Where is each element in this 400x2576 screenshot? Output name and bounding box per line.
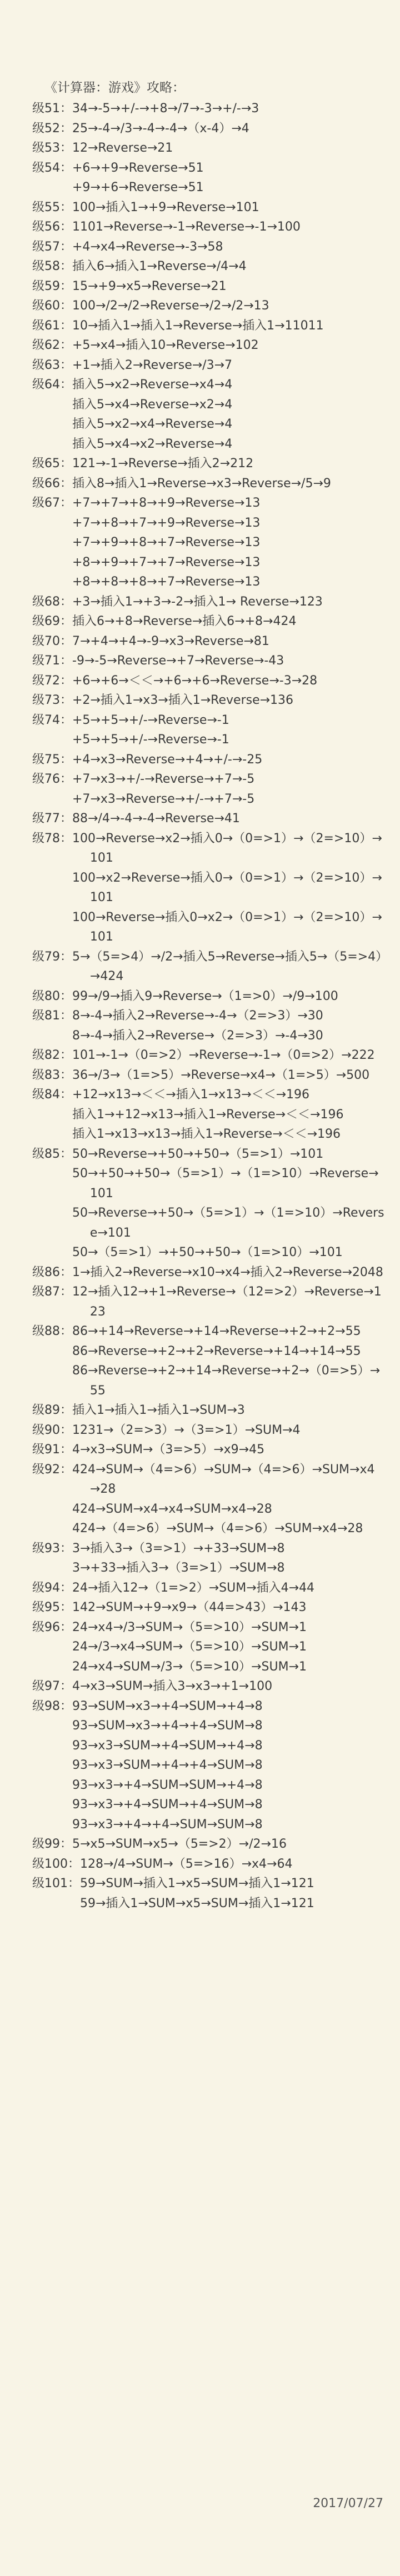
solution-line: 插入1→插入1→插入1→SUM→3 [72,1403,245,1417]
solution-line: 100→x2→Reverse→插入0→（0=>1）→（2=>10）→101 [72,871,382,904]
level-label: 级73： [32,693,72,707]
solution-line: +1→插入2→Reverse→/3→7 [72,358,232,372]
level-label: 级52： [32,121,72,136]
level-solutions [72,769,384,809]
level-entry [32,1874,384,1913]
level-label: 级58： [32,259,72,273]
level-label: 级66： [32,476,72,491]
level-solutions [72,1066,384,1086]
level-entry [32,1006,384,1046]
level-label: 级87： [32,1285,72,1299]
level-entry [32,1578,384,1598]
level-entry [32,947,384,987]
level-solutions [72,1282,384,1322]
level-solutions [72,296,384,316]
level-entry [32,1400,384,1420]
level-label: 级97： [32,1679,72,1693]
level-entry [32,1697,384,1835]
level-solutions [72,198,384,218]
solution-line: 插入1→+12→x13→插入1→Reverse→＜＜→196 [72,1107,344,1122]
solution-line: 424→（4=>6）→SUM→（4=>6）→SUM→x4→28 [72,1522,363,1535]
solution-line: 100→Reverse→x2→插入0→（0=>1）→（2=>10）→101 [72,831,382,865]
solution-line: 24→插入12→（1=>2）→SUM→插入4→44 [72,1580,315,1595]
level-entry [32,1144,384,1263]
level-label: 级89： [32,1403,72,1417]
solution-line: +2→插入1→x3→插入1→Reverse→136 [72,693,294,707]
level-solutions [72,493,384,592]
solution-line: +5→+5→+/-→Reverse→-1 [72,713,229,727]
solution-line: +7→+7→+8→+9→Reverse→13 [72,496,261,510]
level-label: 级86： [32,1265,72,1279]
level-entry [32,257,384,277]
solution-line: +9→+6→Reverse→51 [72,181,204,194]
level-label: 级72： [32,673,72,688]
solution-line: +5→x4→插入10→Reverse→102 [72,338,259,352]
solution-line: 25→-4→/3→-4→-4→（x-4）→4 [72,121,249,136]
level-label: 级53： [32,141,72,155]
level-entry [32,711,384,750]
level-solutions [72,1322,384,1400]
level-label: 级76： [32,772,72,786]
level-solutions [72,1598,384,1618]
level-solutions [72,316,384,336]
level-label: 级54： [32,161,72,175]
level-entry [32,987,384,1007]
solution-line: 10→插入1→插入1→Reverse→插入1→11011 [72,318,324,333]
level-label: 级68： [32,594,72,609]
level-entry [32,1046,384,1066]
level-entry [32,1539,384,1578]
level-solutions [72,158,384,198]
level-solutions [72,138,384,158]
level-solutions [72,217,384,237]
level-entry [32,1263,384,1283]
solution-line: 4→x3→SUM→插入3→x3→+1→100 [72,1679,273,1693]
level-solutions [72,257,384,277]
level-label: 级95： [32,1600,72,1614]
solution-line: 8→-4→插入2→Reverse→（2=>3）→-4→30 [72,1028,323,1043]
solution-line: 100→插入1→+9→Reverse→101 [72,200,259,214]
level-entry [32,217,384,237]
solution-line: 93→SUM→x3→+4→SUM→+4→8 [72,1699,263,1713]
solution-line: 12→Reverse→21 [72,141,173,155]
solution-line: 99→/9→插入9→Reverse→（1=>0）→/9→100 [72,989,338,1003]
level-solutions [72,237,384,257]
level-entry [32,99,384,119]
solution-line: 121→-1→Reverse→插入2→212 [72,457,254,471]
solution-line: 24→/3→x4→SUM→（5=>10）→SUM→1 [72,1640,307,1654]
solution-line: -9→-5→Reverse→+7→Reverse→-43 [72,654,284,668]
level-solutions [72,119,384,139]
level-label: 级71： [32,654,72,668]
level-list [32,99,384,1913]
solution-line: 93→SUM→x3→+4→+4→SUM→8 [72,1719,263,1733]
solution-line: 36→/3→（1=>5）→Reverse→x4→（1=>5）→500 [72,1068,370,1082]
level-label: 级90： [32,1423,72,1437]
level-label: 级93： [32,1541,72,1555]
level-entry [32,198,384,218]
solution-line: 86→Reverse→+2→+2→Reverse→+14→+14→55 [72,1344,361,1358]
solution-line: 88→/4→-4→-4→Reverse→41 [72,812,240,826]
level-entry [32,356,384,376]
solution-line: 93→x3→SUM→+4→SUM→+4→8 [72,1738,263,1753]
solution-line: 50→+50→+50→（5=>1）→（1=>10）→Reverse→101 [72,1167,379,1201]
level-solutions [72,474,384,494]
level-solutions [72,651,384,671]
level-solutions [72,711,384,750]
solution-line: 100→Reverse→插入0→x2→（0=>1）→（2=>10）→101 [72,910,382,944]
level-entry [32,1066,384,1086]
level-entry [32,1085,384,1144]
level-label: 级96： [32,1620,72,1634]
solution-line: +4→x3→Reverse→+4→+/-→-25 [72,752,263,767]
level-solutions [72,1578,384,1598]
level-label: 级78： [32,831,72,846]
level-solutions [72,632,384,652]
publish-date: 2017/07/27 [313,2497,383,2510]
level-entry [32,1282,384,1322]
solution-line: 插入1→x13→x13→插入1→Reverse→＜＜→196 [72,1127,341,1141]
level-label: 级77： [32,812,72,826]
solution-line: 50→（5=>1）→+50→+50→（1=>10）→101 [72,1246,343,1259]
level-entry [32,316,384,336]
solution-line: +7→+8→+7→+9→Reverse→13 [72,516,261,530]
level-label: 级88： [32,1324,72,1338]
level-label: 级79： [32,949,72,964]
solution-line: +8→+8→+8→+7→Reverse→13 [72,575,261,589]
level-solutions [72,356,384,376]
solution-line: 86→+14→Reverse→+14→Reverse→+2→+2→55 [72,1324,361,1338]
level-label: 级64： [32,378,72,392]
level-entry [32,237,384,257]
level-solutions [72,829,384,947]
solution-line: 86→Reverse→+2→+14→Reverse→+2→（0=>5）→55 [72,1364,381,1398]
solution-line: 3→+33→插入3→（3=>1）→SUM→8 [72,1561,285,1575]
solution-line: 50→Reverse→+50→（5=>1）→（1=>10）→Reverse→101 [72,1206,384,1240]
solution-line: +3→插入1→+3→-2→插入1→ Reverse→123 [72,594,323,609]
level-label: 级62： [32,338,72,352]
level-label: 级74： [32,713,72,727]
solution-line: 15→+9→x5→Reverse→21 [72,279,227,293]
solution-line: 插入5→x4→x2→Reverse→4 [72,437,233,451]
level-entry [32,671,384,691]
level-label: 级84： [32,1088,72,1102]
solution-line: 93→x3→+4→SUM→SUM→+4→8 [72,1778,263,1792]
solution-line: +8→+9→+7→+7→Reverse→13 [72,555,261,569]
level-solutions [72,1440,384,1460]
level-solutions [72,454,384,474]
solution-line: 5→x5→SUM→x5→（5=>2）→/2→16 [72,1837,287,1851]
solution-line: 3→插入3→（3=>1）→+33→SUM→8 [72,1541,285,1555]
level-solutions [72,1460,384,1539]
solution-line: +5→+5→+/-→Reverse→-1 [72,733,229,747]
level-label: 级56： [32,220,72,234]
solution-line: 插入6→插入1→Reverse→/4→4 [72,259,247,273]
level-entry [32,296,384,316]
level-entry [32,632,384,652]
level-label: 级63： [32,358,72,372]
level-entry [32,375,384,454]
solution-line: 93→x3→+4→SUM→+4→SUM→8 [72,1798,263,1812]
level-entry [32,829,384,947]
solution-line: 128→/4→SUM→（5=>16）→x4→64 [80,1857,293,1871]
level-solutions [80,1854,384,1874]
level-solutions [72,1539,384,1578]
level-label: 级70： [32,634,72,648]
solution-line: 424→SUM→（4=>6）→SUM→（4=>6）→SUM→x4→28 [72,1462,375,1496]
level-solutions [72,1400,384,1420]
level-label: 级59： [32,279,72,293]
level-solutions [72,947,384,987]
solution-line: 1→插入2→Reverse→x10→x4→插入2→Reverse→2048 [72,1265,383,1279]
level-label: 级101： [32,1877,80,1890]
level-label: 级67： [32,496,72,510]
level-entry [32,1834,384,1854]
solution-line: 4→x3→SUM→（3=>5）→x9→45 [72,1443,265,1457]
level-label: 级57： [32,239,72,254]
solution-line: +7→+9→+8→+7→Reverse→13 [72,536,261,549]
solution-line: +7→x3→+/-→Reverse→+7→-5 [72,772,255,786]
solution-line: 1231→（2=>3）→（3=>1）→SUM→4 [72,1423,301,1437]
level-label: 级100： [32,1857,80,1871]
solution-line: 插入8→插入1→Reverse→x3→Reverse→/5→9 [72,476,331,491]
level-label: 级69： [32,614,72,628]
level-label: 级98： [32,1699,72,1713]
level-entry [32,1322,384,1400]
level-entry [32,474,384,494]
solution-line: 50→Reverse→+50→+50→（5=>1）→101 [72,1147,324,1161]
level-label: 级61： [32,318,72,333]
level-entry [32,277,384,297]
solution-line: 424→SUM→x4→x4→SUM→x4→28 [72,1502,272,1516]
level-solutions [72,750,384,770]
level-solutions [72,1697,384,1835]
level-entry [32,1420,384,1440]
level-solutions [72,1420,384,1440]
level-solutions [72,1006,384,1046]
solution-line: 34→-5→+/-→+8→/7→-3→+/-→3 [72,102,259,116]
level-entry [32,1854,384,1874]
level-solutions [72,375,384,454]
level-solutions [72,277,384,297]
level-label: 级94： [32,1580,72,1595]
level-entry [32,769,384,809]
solution-line: 1101→Reverse→-1→Reverse→-1→100 [72,220,301,234]
solution-line: 59→插入1→SUM→x5→SUM→插入1→121 [80,1896,314,1910]
level-entry [32,119,384,139]
level-label: 级85： [32,1147,72,1161]
level-solutions [72,99,384,119]
solution-line: 59→SUM→插入1→x5→SUM→插入1→121 [80,1877,314,1890]
solution-line: 93→x3→+4→+4→SUM→SUM→8 [72,1817,263,1832]
level-label: 级75： [32,752,72,767]
level-entry [32,336,384,356]
level-entry [32,750,384,770]
solution-line: +7→x3→Reverse→+/-→+7→-5 [72,792,255,806]
level-label: 级82： [32,1048,72,1062]
level-entry [32,612,384,632]
level-solutions [72,336,384,356]
level-entry [32,1598,384,1618]
solution-line: 142→SUM→+9→x9→（44=>43）→143 [72,1600,307,1614]
level-entry [32,138,384,158]
solution-line: +4→x4→Reverse→-3→58 [72,239,223,254]
level-solutions [72,1677,384,1697]
solution-line: +6→+9→Reverse→51 [72,161,204,175]
solution-line: 插入5→x2→Reverse→x4→4 [72,378,233,392]
level-entry [32,1460,384,1539]
level-entry [32,592,384,612]
solution-line: 100→/2→/2→Reverse→/2→/2→13 [72,299,269,313]
solution-line: 8→-4→插入2→Reverse→-4→（2=>3）→30 [72,1009,323,1023]
level-solutions [72,1834,384,1854]
level-solutions [72,1144,384,1263]
level-entry [32,493,384,592]
level-solutions [80,1874,384,1913]
level-label: 级99： [32,1837,72,1851]
level-label: 级51： [32,102,72,116]
page-title: 《计算器：游戏》攻略： [44,81,185,95]
level-solutions [72,1618,384,1677]
solution-line: 24→x4→SUM→/3→（5=>10）→SUM→1 [72,1659,307,1674]
solution-line: 5→（5=>4）→/2→插入5→Reverse→插入5→（5=>4）→424 [72,949,382,983]
level-entry [32,454,384,474]
level-entry [32,1677,384,1697]
solution-line: 12→插入12→+1→Reverse→（12=>2）→Reverse→123 [72,1285,382,1319]
level-entry [32,651,384,671]
solution-line: 7→+4→+4→-9→x3→Reverse→81 [72,634,269,648]
level-solutions [72,1085,384,1144]
level-solutions [72,671,384,691]
level-entry [32,1440,384,1460]
level-entry [32,1618,384,1677]
level-label: 级91： [32,1443,72,1457]
level-solutions [72,691,384,711]
solution-line: +12→x13→＜＜→插入1→x13→＜＜→196 [72,1088,310,1102]
level-label: 级60： [32,299,72,313]
level-label: 级55： [32,200,72,214]
level-entry [32,809,384,829]
level-label: 级83： [32,1068,72,1082]
level-solutions [72,1046,384,1066]
solution-line: 插入5→x4→Reverse→x2→4 [72,397,233,412]
level-solutions [72,987,384,1007]
solution-line: +6→+6→＜＜→+6→+6→Reverse→-3→28 [72,673,318,688]
level-entry [32,158,384,198]
level-label: 级81： [32,1009,72,1023]
level-entry [32,691,384,711]
solution-line: 93→x3→SUM→+4→+4→SUM→8 [72,1758,263,1772]
level-label: 级65： [32,457,72,471]
solution-line: 插入6→+8→Reverse→插入6→+8→424 [72,614,297,628]
level-solutions [72,1263,384,1283]
solution-line: 插入5→x2→x4→Reverse→4 [72,417,233,431]
level-label: 级92： [32,1462,72,1477]
level-solutions [72,592,384,612]
solution-line: 101→-1→（0=>2）→Reverse→-1→（0=>2）→222 [72,1048,375,1062]
level-solutions [72,809,384,829]
level-solutions [72,612,384,632]
solution-line: 24→x4→/3→SUM→（5=>10）→SUM→1 [72,1620,307,1634]
level-label: 级80： [32,989,72,1003]
